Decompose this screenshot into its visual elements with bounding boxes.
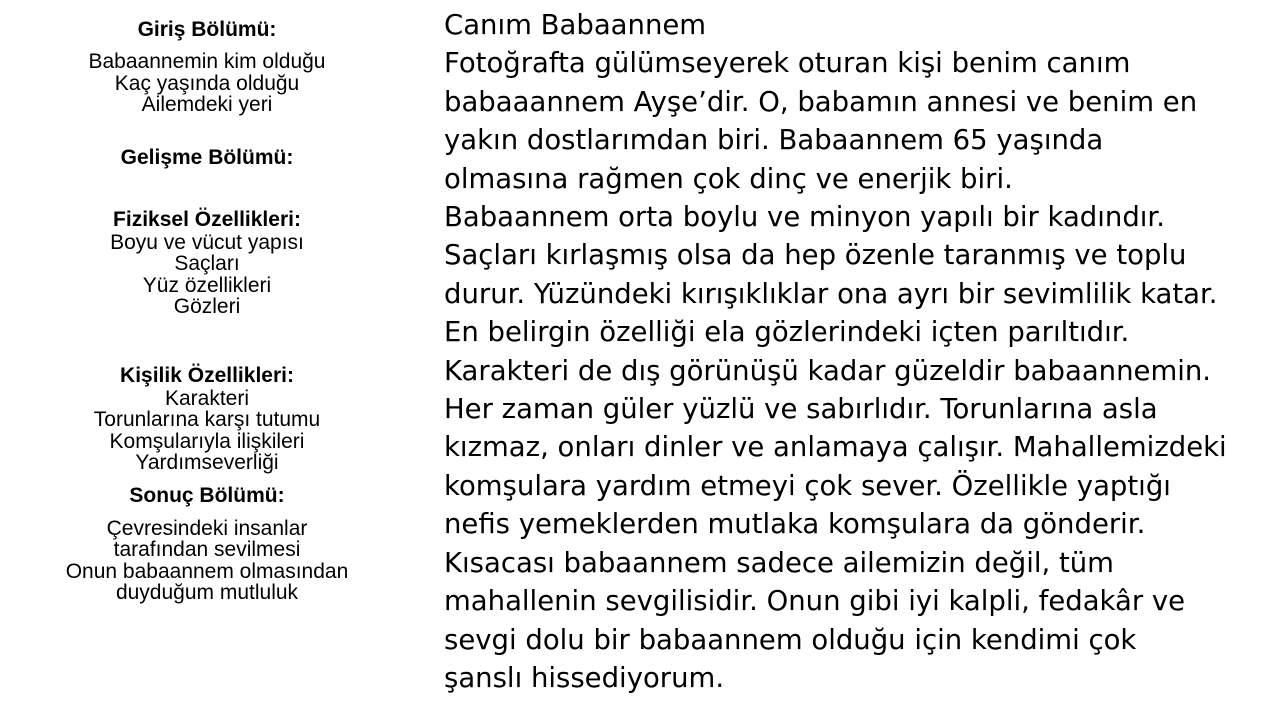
outline-item: duyduğum mutluluk <box>115 581 299 604</box>
outline-item: Babaannemin kim olduğu <box>88 50 326 73</box>
essay-line: yakın dostlarımdan biri. Babaannem 65 yaşında <box>444 124 1104 157</box>
essay-line: Saçları kırlaşmış olsa da hep özenle taranmış ve toplu <box>444 239 1187 272</box>
outline-item: Komşularıyla ilişkileri <box>109 429 305 453</box>
outline-item: Kaç yaşında olduğu <box>114 71 300 95</box>
essay-line: olmasına rağmen çok dinç ve enerjik biri. <box>444 162 1013 195</box>
personality-items <box>20 388 394 474</box>
conclusion-items <box>20 518 394 604</box>
outline-item: Boyu ve vücut yapısı <box>110 230 304 254</box>
outline-item: Saçları <box>174 252 240 275</box>
essay-line: durur. Yüzündeki kırışıklıklar ona ayrı bir sevimlilik katar. <box>444 277 1218 310</box>
essay-line: komşulara yardım etmeyi çok sever. Özellikle yaptığı <box>444 469 1171 502</box>
outline-item: Onun babaannem olmasından <box>65 559 349 583</box>
essay-line: Karakteri de dış görünüşü kadar güzeldir babaannemin. <box>444 354 1212 387</box>
essay-line: mahallenin sevgilisidir. Onun gibi iyi kalpli, fedakâr ve <box>444 585 1186 618</box>
essay-line: Fotoğrafta gülümseyerek oturan kişi benim canım <box>444 47 1131 80</box>
essay-outline <box>20 18 394 604</box>
outline-item: Ailemdeki yeri <box>141 93 273 116</box>
personality-heading: Kişilik Özellikleri: <box>120 363 294 387</box>
essay-line: Her zaman güler yüzlü ve sabırlıdır. Torunlarına asla <box>444 393 1158 426</box>
outline-item: Yüz özellikleri <box>142 273 272 297</box>
physical-heading: Fiziksel Özellikleri: <box>113 207 301 231</box>
outline-item: Gözleri <box>173 295 241 318</box>
development-heading: Gelişme Bölümü: <box>120 145 294 169</box>
outline-item: tarafından sevilmesi <box>113 538 301 561</box>
conclusion-heading: Sonuç Bölümü: <box>129 483 285 507</box>
outline-item: Torunlarına karşı tutumu <box>93 408 321 431</box>
outline-item: Yardımseverliği <box>135 451 279 474</box>
essay-line: Babaannem orta boylu ve minyon yapılı bir kadındır. <box>444 201 1165 234</box>
development-section <box>20 146 394 170</box>
outline-item: Çevresindeki insanlar <box>106 516 308 540</box>
essay-text <box>444 6 1264 697</box>
physical-section <box>20 208 394 318</box>
intro-section <box>20 18 394 116</box>
personality-section <box>20 364 394 474</box>
essay-line: kızmaz, onları dinler ve anlamaya çalışır. Mahallemizdeki <box>444 431 1227 464</box>
essay-line: nefis yemeklerden mutlaka komşulara da gönderir. <box>444 508 1146 541</box>
intro-heading: Giriş Bölümü: <box>137 18 277 41</box>
outline-item: Karakteri <box>164 386 250 410</box>
conclusion-section <box>20 484 394 604</box>
essay-title: Canım Babaannem <box>444 9 707 41</box>
essay-line: şanslı hissediyorum. <box>444 661 725 694</box>
essay-line: Kısacası babaannem sadece ailemizin değil, tüm <box>444 546 1114 579</box>
essay-line: babaaannem Ayşe’dir. O, babamın annesi ve benim en <box>444 85 1198 118</box>
intro-items <box>20 51 394 116</box>
essay-line: En belirgin özelliği ela gözlerindeki içten parıltıdır. <box>444 316 1130 349</box>
essay-line: sevgi dolu bir babaannem olduğu için kendimi çok <box>444 623 1137 656</box>
physical-items <box>20 232 394 318</box>
